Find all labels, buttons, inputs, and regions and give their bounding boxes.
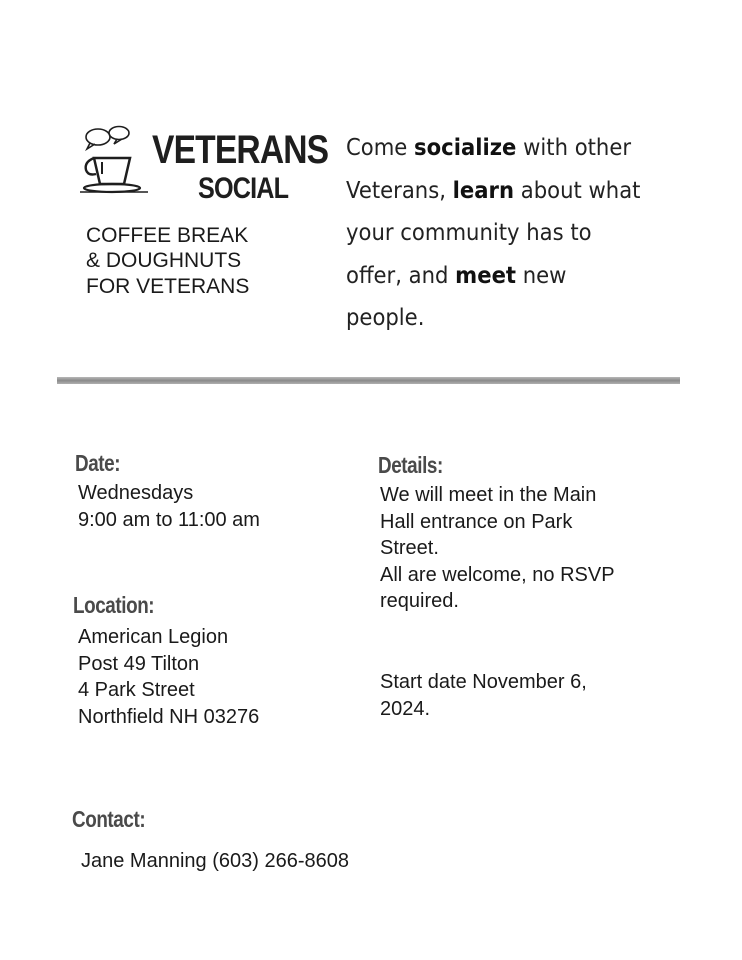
details-line: Street. [380, 537, 439, 559]
location-line: Post 49 Tilton [78, 652, 200, 675]
contact-heading: Contact: [72, 806, 146, 832]
details-line: All are welcome, no RSVP [380, 563, 615, 586]
location-line: American Legion [78, 626, 229, 648]
tagline-line: & DOUGHNUTS [86, 249, 242, 272]
details-line: We will meet in the Main [380, 484, 597, 506]
date-line: 9:00 am to 11:00 am [78, 508, 260, 531]
location-heading: Location: [73, 592, 155, 618]
logo-title-veterans: VETERANS [152, 128, 329, 172]
section-divider [57, 377, 680, 384]
start-date-line: 2024. [380, 697, 431, 720]
tagline-line: FOR VETERANS [86, 275, 250, 298]
contact-text: Jane Manning (603) 266-8608 [81, 850, 349, 872]
coffee-cup-chat-bubbles-icon [76, 122, 152, 198]
date-text [78, 480, 260, 533]
emphasis-socialize: socialize [414, 133, 517, 161]
details-line: Hall entrance on Park [380, 510, 573, 533]
intro-paragraph: Come socialize with other Veterans, learn about what your community has to offer, and meet new people. [346, 133, 641, 331]
tagline-line: COFFEE BREAK [86, 224, 249, 247]
location-line: 4 Park Street [78, 679, 195, 701]
details-heading: Details: [378, 452, 443, 478]
location-text [78, 624, 259, 730]
logo-title-social: SOCIAL [198, 172, 289, 205]
details-text [380, 482, 710, 615]
location-line: Northfield NH 03276 [78, 705, 260, 728]
start-date-line: Start date November 6, [380, 671, 587, 693]
emphasis-meet: meet [455, 260, 517, 289]
date-line: Wednesdays [78, 482, 194, 504]
details-line: required. [380, 590, 459, 612]
date-heading: Date: [75, 450, 121, 476]
start-date-text [380, 669, 710, 722]
emphasis-learn: learn [452, 175, 515, 204]
